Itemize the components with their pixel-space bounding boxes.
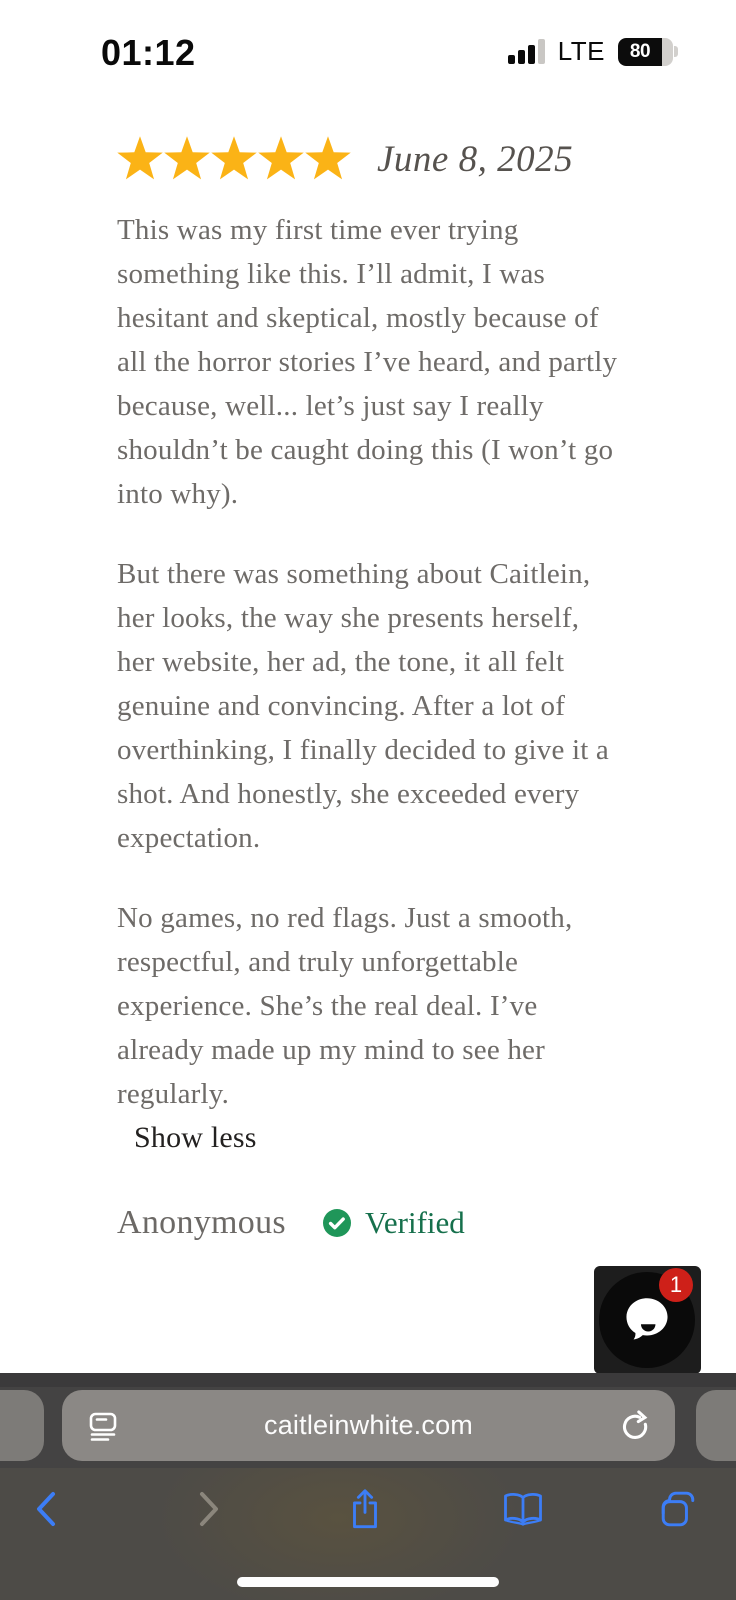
review-text	[117, 208, 623, 1160]
review-date: June 8, 2025	[377, 139, 574, 180]
review-paragraph: This was my first time ever trying something like this. I’ll admit, I was hesitant and skeptical, mostly because of all the horror stories I’ve heard, and partly because, well... let’s just say I really shouldn’t be caught doing this (I won’t go into why).	[117, 214, 618, 510]
back-button[interactable]	[24, 1489, 68, 1529]
chevron-right-icon	[197, 1490, 221, 1528]
battery-percent-label: 80	[629, 40, 651, 62]
star-icon	[164, 134, 210, 180]
review-card	[117, 133, 623, 1242]
tabs-button[interactable]	[656, 1489, 700, 1529]
page-menu-icon[interactable]	[87, 1410, 119, 1442]
url-text: caitleinwhite.com	[264, 1410, 473, 1440]
star-icon	[305, 134, 351, 180]
address-bar[interactable]	[62, 1390, 675, 1461]
bookmarks-button[interactable]	[501, 1489, 545, 1529]
tabs-icon	[659, 1490, 697, 1528]
next-tab-stub[interactable]	[696, 1390, 736, 1461]
review-paragraph: But there was something about Caitlein, her looks, the way she presents herself, her website, her ad, the tone, it all felt genuine and convincing. After a lot of overthinking, I finally decided to give it a shot. And honestly, she exceeded every expectation.	[117, 558, 610, 854]
share-button[interactable]	[343, 1489, 387, 1529]
status-right-cluster	[508, 36, 678, 67]
reload-icon[interactable]	[619, 1410, 651, 1442]
network-type-label: LTE	[557, 36, 605, 66]
review-paragraph: No games, no red flags. Just a smooth, respectful, and truly unforgettable experience. She’s the real deal. I’ve already made up my mind to see her regularly.	[117, 902, 573, 1110]
verified-label: Verified	[364, 1205, 465, 1240]
reviewer-row	[117, 1204, 623, 1242]
safari-toolbar	[0, 1373, 736, 1600]
reviewer-name: Anonymous	[117, 1204, 286, 1241]
chat-unread-count: 1	[669, 1272, 683, 1297]
share-icon	[349, 1488, 381, 1530]
navigation-row	[0, 1468, 736, 1600]
chat-unread-badge	[659, 1268, 693, 1302]
chevron-left-icon	[34, 1490, 58, 1528]
forward-button[interactable]	[187, 1489, 231, 1529]
address-bar-row	[0, 1387, 736, 1468]
toolbar-top-strip	[0, 1373, 736, 1387]
cellular-signal-icon	[508, 38, 545, 65]
chat-launcher-button[interactable]	[594, 1266, 701, 1374]
verified-badge	[322, 1205, 465, 1241]
rating-row	[117, 133, 623, 181]
star-icon	[211, 134, 257, 180]
star-rating	[117, 133, 351, 181]
show-less-link[interactable]: Show less	[134, 1121, 257, 1154]
battery-icon	[618, 38, 678, 66]
verified-check-icon	[322, 1208, 352, 1238]
status-time: 01:12	[101, 32, 196, 73]
book-icon	[501, 1491, 545, 1527]
star-icon	[117, 134, 163, 180]
previous-tab-stub[interactable]	[0, 1390, 44, 1461]
home-indicator[interactable]	[237, 1577, 499, 1587]
status-bar	[0, 0, 736, 100]
star-icon	[258, 134, 304, 180]
